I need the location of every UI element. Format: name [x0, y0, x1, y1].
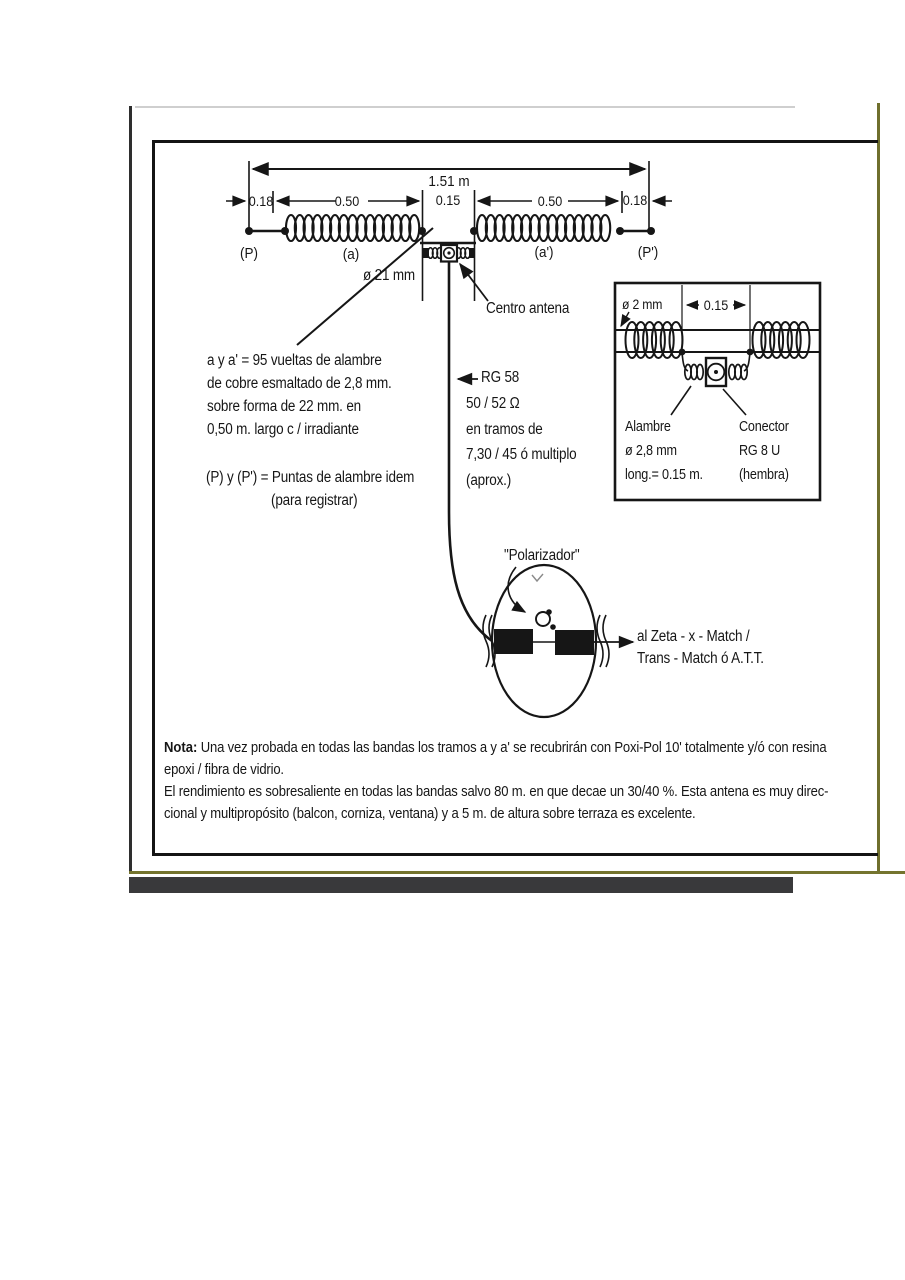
coil-note-line: a y a' = 95 vueltas de alambre [207, 352, 382, 369]
label-a-left: (a) [342, 246, 360, 263]
inset-conector-line: (hembra) [739, 467, 789, 483]
dim-center-label: 0.15 [435, 192, 461, 208]
rg58-note [466, 391, 576, 493]
inset-conector-note [739, 415, 789, 487]
nota-line: El rendimiento es sobresaliente en todas las bandas salvo 80 m. en que decae un 30/40 %. Esta antena es muy direc- [164, 783, 829, 800]
tips-note-line2: (para registrar) [271, 492, 358, 509]
label-form-diameter: ø 21 mm [363, 267, 415, 284]
inset-conector-line: RG 8 U [739, 443, 781, 459]
inset-wire-diameter: ø 2 mm [622, 296, 663, 312]
polarizador-balun [483, 565, 633, 717]
rg58-title: RG 58 [481, 369, 520, 386]
inset-alambre-note [625, 415, 703, 487]
dim-left-tip-label: 0.18 [248, 193, 274, 209]
nota-label: Nota: [164, 739, 198, 756]
inset-alambre-line: Alambre [625, 419, 671, 435]
rg58-line: 7,30 / 45 ó multiplo [466, 446, 577, 463]
dim-right-tip-label: 0.18 [622, 192, 648, 208]
coil-note-line: 0,50 m. largo c / irradiante [207, 421, 359, 438]
inset-conector-line: Conector [739, 419, 789, 435]
dim-left-coil-label: 0.50 [334, 193, 360, 209]
zeta-note [637, 626, 764, 670]
inset-dim-label: 0.15 [703, 297, 729, 313]
label-centro-antena: Centro antena [486, 300, 570, 317]
nota-text: Una vez probada en todas las bandas los tramos a y a' se recubrirán con Poxi-Pol 10' totalmente y/ó con resina [200, 739, 827, 756]
nota-line: cional y multipropósito (balcon, corniza, ventana) y a 5 m. de altura sobre terraza es excelente. [164, 805, 696, 822]
dim-total-label: 1.51 m [428, 173, 470, 190]
inset-alambre-line: ø 2,8 mm [625, 443, 677, 459]
coil-a-right [477, 215, 610, 241]
label-a-right: (a') [534, 244, 554, 261]
nota-line: epoxi / fibra de vidrio. [164, 761, 284, 778]
tips-note-line1: (P) y (P') = Puntas de alambre idem [206, 469, 415, 486]
zeta-line: al Zeta - x - Match / [637, 628, 750, 645]
coil-note [207, 349, 392, 441]
coil-note-line: de cobre esmaltado de 2,8 mm. [207, 375, 392, 392]
rg58-line: (aprox.) [466, 471, 512, 489]
inset-alambre-line: long.= 0.15 m. [625, 467, 703, 483]
label-p-left: (P) [240, 245, 258, 262]
coil-note-line: sobre forma de 22 mm. en [207, 398, 361, 415]
dim-right-coil-label: 0.50 [537, 193, 563, 209]
zeta-line: Trans - Match ó A.T.T. [637, 650, 764, 667]
coil-a-left [286, 215, 419, 241]
label-p-right: (P') [637, 244, 659, 261]
rg58-line: en tramos de [466, 420, 543, 438]
rg58-line: 50 / 52 Ω [466, 395, 520, 412]
nota-line [164, 737, 828, 759]
label-polarizador: "Polarizador" [504, 547, 580, 564]
nota-paragraph [164, 737, 828, 825]
